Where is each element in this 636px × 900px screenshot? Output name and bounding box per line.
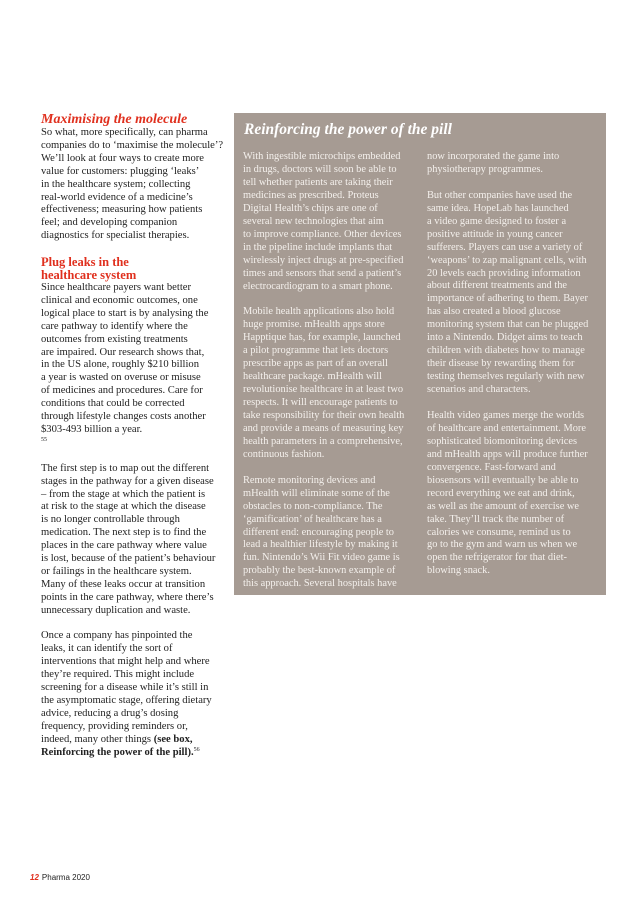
- text-line: medicines as prescribed. Proteus: [243, 189, 379, 201]
- text-line: same idea. HopeLab has launched: [427, 202, 569, 214]
- text-line: healthcare package. mHealth will: [243, 371, 383, 383]
- text-line: respects. It will encourage patients to: [243, 397, 398, 409]
- text-line: ‘weapons’ to zap malignant cells, with: [427, 254, 587, 266]
- text-line: Many of these leaks occur at transition: [41, 578, 206, 590]
- text-line: several new technologies that aim: [243, 215, 384, 227]
- text-line: companies do to ‘maximise the molecule’?: [41, 139, 224, 151]
- text-line: is no longer controllable through: [41, 514, 180, 526]
- text-line: probably the best-known example of: [243, 565, 396, 577]
- text-line: $303-493 billion a year.: [41, 424, 143, 436]
- text-line: continuous fashion.: [243, 448, 325, 460]
- box-title: Reinforcing the power of the pill: [244, 121, 452, 138]
- footnote-ref-56: 56: [193, 746, 200, 753]
- text-line: revolutionise healthcare in at least two: [243, 384, 404, 396]
- intro-paragraph: [41, 127, 226, 243]
- text-line: blowing snack.: [427, 565, 490, 577]
- text-line: they’re required. This might include: [41, 669, 195, 681]
- text-line: Digital Health’s chips are one of: [243, 202, 378, 214]
- box-column-2: [427, 151, 607, 591]
- text-line: Health video games merge the worlds: [427, 409, 585, 421]
- first-step-paragraph: [41, 463, 226, 618]
- text-line: mHealth will eliminate some of the: [243, 487, 390, 499]
- text-line: 20 levels each providing information: [427, 267, 581, 279]
- text-line: advice, reducing a drug’s dosing: [41, 707, 179, 719]
- text-line: health parameters in a comprehensive,: [243, 435, 403, 447]
- text-line: sophisticated biomonitoring devices: [427, 435, 578, 447]
- box-reference-link[interactable]: (see box,: [153, 733, 193, 745]
- text-line: physiotherapy programmes.: [427, 163, 544, 175]
- text-line: into a Nintendo. Didget aims to teach: [427, 332, 583, 344]
- text-line: prescribe apps as part of an overall: [243, 358, 388, 370]
- text-line: Plug leaks in the: [41, 255, 129, 270]
- text-line: record everything we eat and drink,: [427, 487, 575, 499]
- text-line: calories we consume, remind us to: [427, 526, 571, 538]
- text-line: monitoring system that can be plugged: [427, 319, 589, 331]
- sidebar-box: [234, 113, 606, 595]
- text-line: frequency, providing reminders or,: [41, 720, 188, 732]
- text-line: take. They’ll track the number of: [427, 513, 565, 525]
- text-line: outcomes from existing treatments: [41, 333, 188, 345]
- text-line: real-world evidence of a medicine’s: [41, 191, 193, 203]
- interventions-line: [41, 734, 226, 747]
- text-line: a video game designed to foster a: [427, 215, 567, 227]
- text-line: points in the care pathway, where there’s: [41, 591, 214, 603]
- box-reference-link-title[interactable]: Reinforcing the power of the pill).: [41, 746, 194, 758]
- main-column: [41, 112, 226, 772]
- text-line: effectiveness; measuring how patients: [41, 204, 203, 216]
- text-line: as well as the amount of exercise we: [427, 500, 580, 512]
- text-line: Mobile health applications also hold: [243, 306, 395, 318]
- text-line: conditions that could be corrected: [41, 398, 185, 410]
- text-line: value for customers: plugging ‘leaks’: [41, 165, 200, 177]
- box-paragraph: [243, 475, 423, 592]
- box-paragraph: [427, 190, 607, 397]
- text-line: sufferers. Players can use a variety of: [427, 241, 583, 253]
- text-line: at risk to the stage at which the disease: [41, 501, 206, 513]
- text-line: a year is wasted on overuse or misuse: [41, 372, 201, 384]
- text-line: in the healthcare system; collecting: [41, 178, 191, 190]
- text-line: has also created a blood glucose: [427, 306, 561, 318]
- text-line: ‘gamification’ of healthcare has a: [243, 513, 382, 525]
- text-line: interventions that might help and where: [41, 656, 210, 668]
- text-line: in the pipeline include implants that: [243, 241, 393, 253]
- text-line: go to the gym and warn us when we: [427, 539, 578, 551]
- text-line: of medicines and procedures. Care for: [41, 385, 203, 397]
- text-line: Happtique has, for example, launched: [243, 332, 401, 344]
- text-line: positive attitude in young cancer: [427, 228, 563, 240]
- text-line: The first step is to map out the different: [41, 462, 210, 474]
- text-line: this approach. Several hospitals have: [243, 578, 397, 590]
- text-line: through lifestyle changes costs another: [41, 411, 206, 423]
- text-line: lead a healthier lifestyle by making it: [243, 539, 398, 551]
- text-line: clinical and economic outcomes, one: [41, 294, 198, 306]
- text-line: Remote monitoring devices and: [243, 474, 376, 486]
- text-line: screening for a disease while it’s still in: [41, 682, 209, 694]
- box-paragraph: [427, 410, 607, 578]
- text-line: to improve compliance. Other devices: [243, 228, 402, 240]
- text-line: in drugs, doctors will soon be able to: [243, 163, 397, 175]
- text-line: stages in the pathway for a given disease: [41, 475, 214, 487]
- text-line: or failings in the healthcare system.: [41, 565, 192, 577]
- text-line: medication. The next step is to find the: [41, 527, 207, 539]
- text-line: huge promise. mHealth apps store: [243, 319, 385, 331]
- text-line: and provide a means of measuring key: [243, 422, 404, 434]
- box-column-1: [243, 151, 423, 604]
- text-line: logical place to start is by analysing the: [41, 307, 209, 319]
- text-line: With ingestible microchips embedded: [243, 151, 401, 162]
- text-line: their disease by rewarding them for: [427, 358, 575, 370]
- box-paragraph: [243, 306, 423, 461]
- text-line: in the US alone, roughly $210 billion: [41, 359, 200, 371]
- page-footer: [30, 873, 90, 882]
- text-line: wirelessly inject drugs at pre-specified: [243, 254, 404, 266]
- text-line: are impaired. Our research shows that,: [41, 346, 205, 358]
- text: indeed, many other things: [41, 733, 154, 745]
- text-line: leaks, it can identify the sort of: [41, 643, 173, 655]
- text-line: and mHealth apps will produce further: [427, 448, 588, 460]
- text-line: care pathway to identify where the: [41, 320, 188, 332]
- footnote-ref-55: 55: [41, 436, 47, 443]
- box-paragraph: [243, 151, 423, 293]
- text-line: testing themselves regularly with new: [427, 371, 585, 383]
- text-line: feel; and developing companion: [41, 217, 178, 229]
- text-line: We’ll look at four ways to create more: [41, 152, 204, 164]
- text-line: But other companies have used the: [427, 189, 573, 201]
- interventions-paragraph: [41, 630, 226, 759]
- text-line: Since healthcare payers want better: [41, 282, 192, 294]
- text-line: Once a company has pinpointed the: [41, 630, 193, 642]
- text-line: take responsibility for their own health: [243, 410, 405, 421]
- text-line: tell whether patients are taking their: [243, 176, 393, 188]
- text-line: obstacles to non-compliance. The: [243, 500, 383, 512]
- section-heading-plug-leaks: [41, 256, 226, 282]
- page-number: 12: [30, 873, 39, 882]
- text-line: open the refrigerator for that diet-: [427, 552, 567, 564]
- text-line: about different treatments and the: [427, 280, 568, 292]
- text-line: children with diabetes how to manage: [427, 345, 585, 357]
- text-line: healthcare system: [41, 268, 137, 283]
- box-paragraph: [427, 151, 607, 177]
- text-line: of healthcare and entertainment. More: [427, 422, 586, 434]
- leaks-paragraph: [41, 282, 226, 450]
- text-line: – from the stage at which the patient is: [41, 488, 206, 500]
- text-line: times and sensors that send a patient’s: [243, 267, 402, 279]
- text-line: scenarios and characters.: [427, 384, 531, 396]
- text-line: electrocardiogram to a smart phone.: [243, 280, 393, 292]
- text-line: convergence. Fast-forward and: [427, 461, 556, 473]
- publication-name: Pharma 2020: [41, 873, 90, 882]
- section-heading-maximising: Maximising the molecule: [41, 112, 188, 127]
- text-line: a pilot programme that lets doctors: [243, 345, 389, 357]
- text-line: places in the care pathway where value: [41, 540, 207, 552]
- text-line: is lost, because of the patient’s behaviour: [41, 553, 216, 565]
- text-line: So what, more specifically, can pharma: [41, 127, 208, 138]
- text-line: unnecessary duplication and waste.: [41, 604, 191, 616]
- text-line: now incorporated the game into: [427, 151, 560, 162]
- text-line: diagnostics for specialist therapies.: [41, 230, 190, 242]
- interventions-line: [41, 747, 226, 760]
- text-line: biosensors will eventually be able to: [427, 474, 579, 486]
- text-line: different end: encouraging people to: [243, 526, 394, 538]
- text-line: fun. Nintendo’s Wii Fit video game is: [243, 552, 400, 564]
- text-line: importance of adhering to them. Bayer: [427, 293, 588, 305]
- text-line: the asymptomatic stage, offering dietary: [41, 695, 212, 707]
